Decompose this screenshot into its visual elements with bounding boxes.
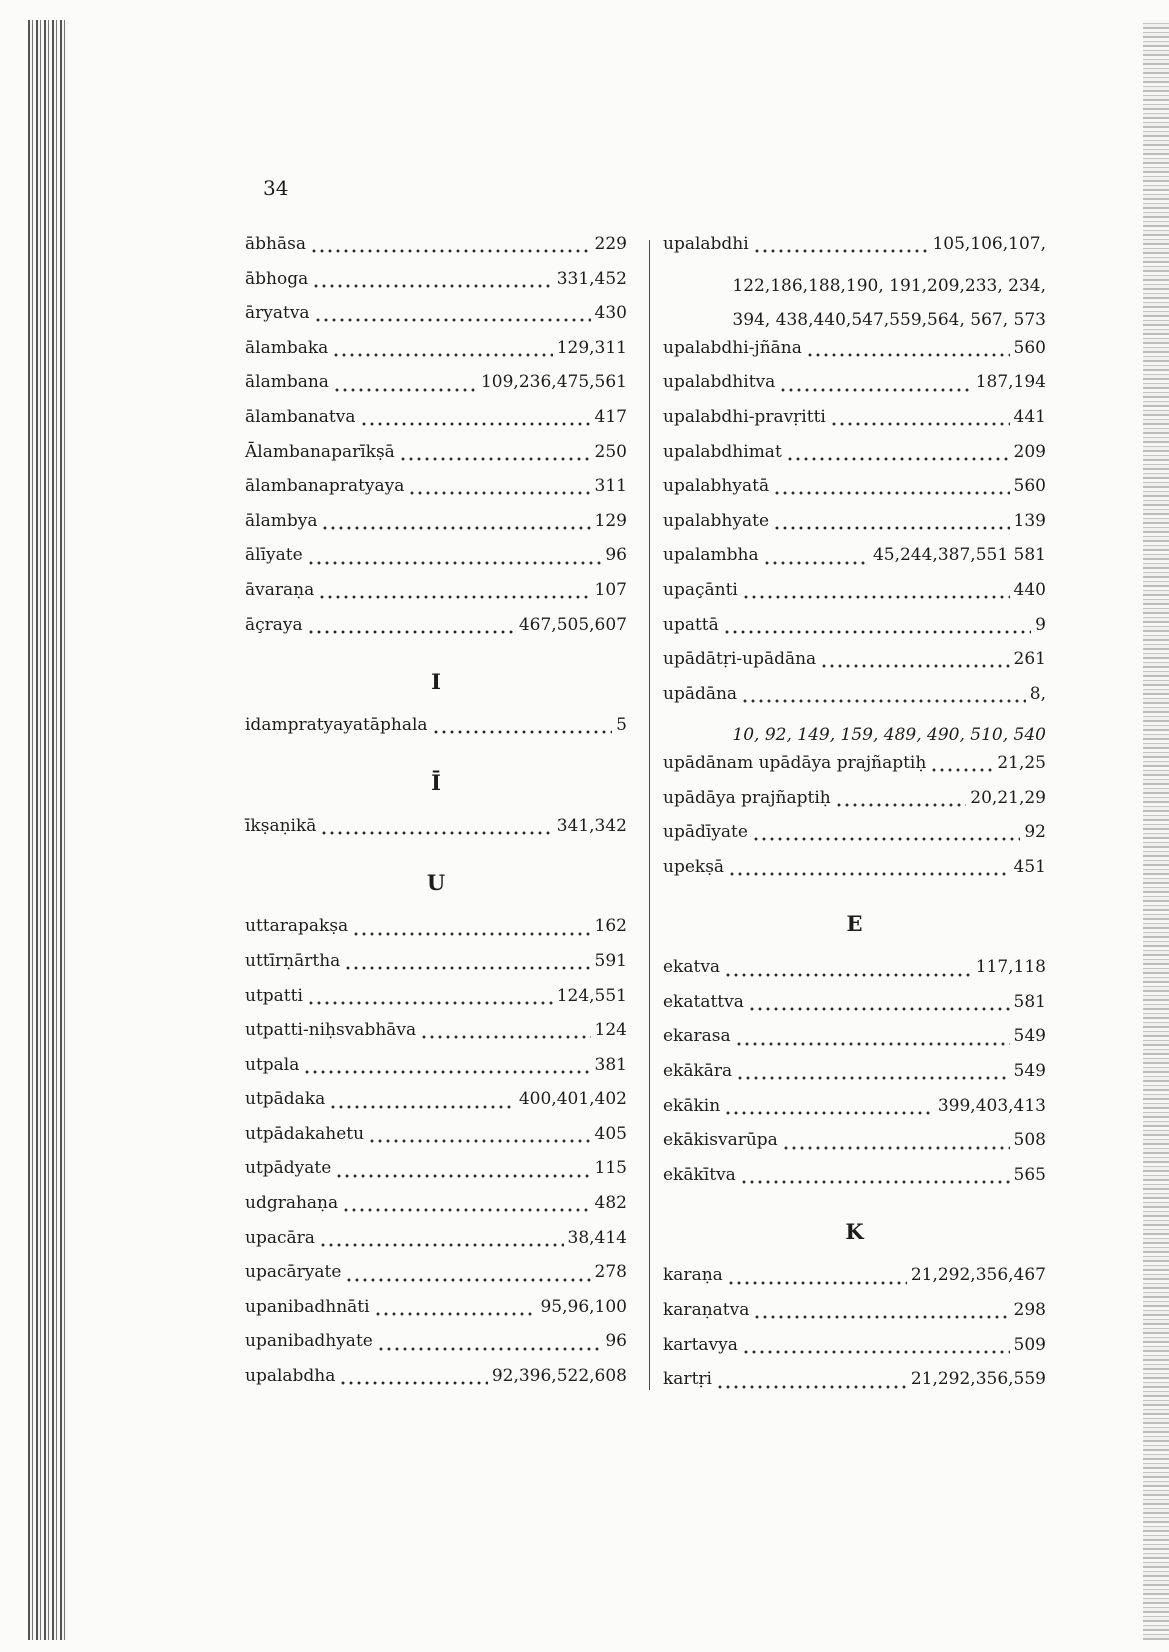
dot-leader xyxy=(727,1281,907,1285)
index-term: upalabdhi-jñāna xyxy=(663,337,802,358)
dot-leader xyxy=(930,768,993,772)
dot-leader xyxy=(724,1111,934,1115)
page-references: 187,194 xyxy=(975,372,1046,393)
index-term: upacāra xyxy=(245,1227,315,1248)
section-letter-heading: E xyxy=(846,911,863,937)
index-entry xyxy=(245,916,627,951)
dot-leader xyxy=(835,803,967,807)
page-references: 95,96,100 xyxy=(540,1296,627,1317)
dot-leader xyxy=(773,491,1009,495)
dot-leader xyxy=(335,1174,590,1178)
index-column-left xyxy=(245,234,627,1401)
page-references: 92,396,522,608 xyxy=(491,1366,627,1387)
index-entry xyxy=(663,788,1046,823)
dot-leader xyxy=(303,1070,590,1074)
dot-leader xyxy=(312,284,552,288)
page-references: 115 xyxy=(594,1158,627,1179)
index-term: upalabdhi xyxy=(663,234,749,254)
dot-leader xyxy=(321,526,590,530)
page-references: 565 xyxy=(1013,1164,1046,1185)
page-references: 451 xyxy=(1013,856,1046,877)
index-entry xyxy=(245,1158,627,1193)
page-references: 20,21,29 xyxy=(970,787,1046,808)
index-entry xyxy=(663,649,1046,684)
page-references: 560 xyxy=(1013,337,1046,358)
index-entry xyxy=(663,580,1046,615)
dot-leader xyxy=(314,318,591,322)
dot-leader xyxy=(352,932,590,936)
index-entry xyxy=(245,580,627,615)
page-references: 298 xyxy=(1013,1300,1046,1321)
index-entry xyxy=(663,822,1046,857)
index-term: upalabdhitva xyxy=(663,372,776,393)
page-references: 21,292,356,559 xyxy=(910,1369,1046,1390)
dot-leader xyxy=(748,1007,1010,1011)
dot-leader xyxy=(740,1180,1010,1184)
dot-leader xyxy=(432,730,613,734)
index-term: īkṣaṇikā xyxy=(245,815,317,836)
dot-leader xyxy=(320,831,552,835)
dot-leader xyxy=(307,1001,553,1005)
index-term: utpādakahetu xyxy=(245,1123,365,1144)
index-term: utpatti xyxy=(245,985,303,1006)
column-divider xyxy=(649,240,650,1390)
section-letter-heading: K xyxy=(845,1219,864,1245)
index-term: upalabhyatā xyxy=(663,476,770,497)
index-term: upalabhyate xyxy=(663,510,770,531)
index-entry xyxy=(663,684,1046,719)
dot-leader xyxy=(728,872,1009,876)
index-term: ekākin xyxy=(663,1095,721,1116)
dot-leader xyxy=(723,630,1031,634)
page-references: 430 xyxy=(594,303,627,324)
dot-leader xyxy=(753,249,929,253)
page-references: 405 xyxy=(594,1123,627,1144)
scan-edge-left xyxy=(28,20,68,1640)
index-term: upanibadhnāti xyxy=(245,1296,370,1317)
page-references: 441 xyxy=(1013,406,1046,427)
dot-leader xyxy=(830,422,1010,426)
page-references: 45,244,387,551 581 xyxy=(872,545,1046,566)
dot-leader xyxy=(344,966,590,970)
page-references: 124,551 xyxy=(556,985,627,1006)
page-references: 400,401,402 xyxy=(518,1089,627,1110)
dot-leader xyxy=(332,353,552,357)
page-references: 331,452 xyxy=(556,268,627,289)
page-references: 129 xyxy=(594,510,627,531)
page-references: 250 xyxy=(594,441,627,462)
page-references: 5 xyxy=(616,715,627,736)
index-term: utpala xyxy=(245,1054,300,1075)
index-entry xyxy=(663,1335,1046,1370)
index-entry xyxy=(245,269,627,304)
index-entry xyxy=(245,986,627,1021)
index-entry xyxy=(245,715,627,750)
index-entry xyxy=(663,992,1046,1027)
index-term: ālambya xyxy=(245,510,318,531)
dot-leader xyxy=(377,1347,602,1351)
index-entry xyxy=(663,442,1046,477)
index-term: Ālambanaparīkṣā xyxy=(245,441,395,462)
index-entry xyxy=(245,1331,627,1366)
index-entry xyxy=(245,442,627,477)
index-term: ālīyate xyxy=(245,545,303,566)
dot-leader xyxy=(310,249,591,253)
index-term: upādīyate xyxy=(663,822,748,843)
index-term: upalambha xyxy=(663,545,759,566)
index-entry xyxy=(663,1265,1046,1300)
index-entry xyxy=(245,1262,627,1297)
index-term: upanibadhyate xyxy=(245,1331,373,1352)
index-entry xyxy=(245,234,627,269)
dot-leader xyxy=(763,561,869,565)
index-entry xyxy=(663,372,1046,407)
page-references: 549 xyxy=(1013,1061,1046,1082)
index-entry xyxy=(245,1366,627,1401)
index-entry xyxy=(663,1061,1046,1096)
page-references: 399,403,413 xyxy=(937,1095,1046,1116)
index-term: upādānam upādāya prajñaptiḥ xyxy=(663,752,927,773)
dot-leader xyxy=(420,1035,590,1039)
page-references: 482 xyxy=(594,1193,627,1214)
dot-leader xyxy=(342,1208,590,1212)
index-entry-continuation: 10, 92, 149, 159, 489, 490, 510, 540 xyxy=(732,725,1046,746)
page-references: 549 xyxy=(1013,1026,1046,1047)
page-references: 591 xyxy=(594,950,627,971)
index-term: upattā xyxy=(663,614,719,635)
index-entry xyxy=(663,338,1046,373)
index-term: kartṛi xyxy=(663,1369,712,1390)
dot-leader xyxy=(318,595,590,599)
index-entry xyxy=(663,407,1046,442)
index-column-right xyxy=(663,234,1046,1404)
page-references: 124 xyxy=(594,1020,627,1041)
page-references: 440 xyxy=(1013,579,1046,600)
index-entry xyxy=(663,1096,1046,1131)
index-term: ekākītva xyxy=(663,1164,736,1185)
index-term: uttarapakṣa xyxy=(245,916,349,937)
index-entry xyxy=(245,1124,627,1159)
page-references: 21,25 xyxy=(997,752,1046,773)
dot-leader xyxy=(339,1381,487,1385)
page-references: 92 xyxy=(1024,822,1046,843)
dot-leader xyxy=(374,1312,537,1316)
dot-leader xyxy=(753,1315,1009,1319)
page-references: 581 xyxy=(1013,991,1046,1012)
index-entry xyxy=(663,511,1046,546)
page-references: 261 xyxy=(1013,649,1046,670)
index-term: ekatva xyxy=(663,957,721,978)
page-references: 162 xyxy=(594,916,627,937)
page-references: 278 xyxy=(594,1262,627,1283)
index-entry xyxy=(663,1130,1046,1165)
page-references: 107 xyxy=(594,579,627,600)
index-term: ālambanapratyaya xyxy=(245,476,405,497)
dot-leader xyxy=(742,1350,1010,1354)
index-term: upalabdhimat xyxy=(663,441,782,462)
index-entry xyxy=(663,1165,1046,1200)
index-entry xyxy=(245,511,627,546)
index-entry xyxy=(663,753,1046,788)
index-entry xyxy=(663,957,1046,992)
index-entry xyxy=(245,1089,627,1124)
index-entry xyxy=(245,407,627,442)
dot-leader xyxy=(399,457,591,461)
index-term: ālambaka xyxy=(245,337,329,358)
index-term: ābhoga xyxy=(245,268,309,289)
index-term: ekatattva xyxy=(663,991,744,1012)
index-term: ekarasa xyxy=(663,1026,731,1047)
index-entry xyxy=(663,234,1046,269)
dot-leader xyxy=(806,353,1010,357)
index-term: upekṣā xyxy=(663,856,725,877)
dot-leader xyxy=(408,491,590,495)
index-entry xyxy=(245,615,627,650)
section-letter-heading: U xyxy=(426,870,446,896)
dot-leader xyxy=(724,973,972,977)
index-term: utpatti-niḥsvabhāva xyxy=(245,1020,417,1041)
dot-leader xyxy=(741,699,1026,703)
dot-leader xyxy=(820,664,1009,668)
index-entry xyxy=(663,615,1046,650)
page-references: 96 xyxy=(605,1331,627,1352)
index-term: upādāya prajñaptiḥ xyxy=(663,787,831,808)
index-entry xyxy=(663,1026,1046,1061)
page-references: 9 xyxy=(1035,614,1046,635)
index-term: upalabdha xyxy=(245,1366,336,1387)
dot-leader xyxy=(307,630,515,634)
page-references: 117,118 xyxy=(975,957,1046,978)
dot-leader xyxy=(333,388,477,392)
index-term: ābhāsa xyxy=(245,234,306,254)
section-letter-heading: I xyxy=(431,669,441,695)
page-references: 109,236,475,561 xyxy=(480,372,627,393)
dot-leader xyxy=(736,1076,1009,1080)
index-term: uttīrṇārtha xyxy=(245,950,341,971)
index-term: karaṇa xyxy=(663,1265,723,1286)
index-entry xyxy=(245,303,627,338)
page-number: 34 xyxy=(263,176,289,200)
page-references: 311 xyxy=(594,476,627,497)
index-entry xyxy=(663,476,1046,511)
dot-leader xyxy=(773,526,1010,530)
page-references: 467,505,607 xyxy=(518,614,627,635)
dot-leader xyxy=(782,1146,1010,1150)
index-term: āryatva xyxy=(245,303,310,324)
page-references: 96 xyxy=(605,545,627,566)
page-references: 417 xyxy=(594,406,627,427)
page-references: 38,414 xyxy=(567,1227,627,1248)
dot-leader xyxy=(329,1105,515,1109)
index-entry xyxy=(245,476,627,511)
index-entry xyxy=(245,951,627,986)
page-references: 8, xyxy=(1029,683,1046,704)
dot-leader xyxy=(735,1042,1010,1046)
dot-leader xyxy=(368,1139,591,1143)
index-term: upacāryate xyxy=(245,1262,342,1283)
dot-leader xyxy=(345,1278,590,1282)
index-entry xyxy=(245,1228,627,1263)
index-term: upaçānti xyxy=(663,579,738,600)
page-references: 229 xyxy=(594,234,627,254)
index-entry xyxy=(245,372,627,407)
scan-edge-right xyxy=(1143,20,1169,1640)
index-term: upādātṛi-upādāna xyxy=(663,649,817,670)
index-term: āvaraṇa xyxy=(245,579,315,600)
index-entry xyxy=(245,1020,627,1055)
index-entry xyxy=(245,338,627,373)
index-term: ekākisvarūpa xyxy=(663,1130,778,1151)
page-references: 509 xyxy=(1013,1334,1046,1355)
index-entry-continuation: 394, 438,440,547,559,564, 567, 573 xyxy=(732,310,1046,331)
dot-leader xyxy=(786,457,1010,461)
page-references: 341,342 xyxy=(556,815,627,836)
index-term: āçraya xyxy=(245,614,303,635)
dot-leader xyxy=(779,388,971,392)
page-references: 209 xyxy=(1013,441,1046,462)
section-letter-heading: Ī xyxy=(431,769,441,795)
page-references: 560 xyxy=(1013,476,1046,497)
index-term: ālambanatva xyxy=(245,406,356,427)
page-references: 105,106,107, xyxy=(932,234,1046,254)
index-entry xyxy=(245,1055,627,1090)
dot-leader xyxy=(319,1243,564,1247)
index-entry-continuation: 122,186,188,190, 191,209,233, 234, xyxy=(732,275,1046,296)
page-references: 129,311 xyxy=(556,337,627,358)
dot-leader xyxy=(716,1385,907,1389)
index-entry xyxy=(245,1193,627,1228)
index-term: idampratyayatāphala xyxy=(245,715,428,736)
index-entry xyxy=(245,1297,627,1332)
page-references: 508 xyxy=(1013,1130,1046,1151)
index-term: karaṇatva xyxy=(663,1300,750,1321)
index-term: ālambana xyxy=(245,372,329,393)
index-term: ekākāra xyxy=(663,1061,733,1082)
index-entry xyxy=(663,1369,1046,1404)
index-term: kartavya xyxy=(663,1334,738,1355)
index-term: udgrahaṇa xyxy=(245,1193,339,1214)
dot-leader xyxy=(307,561,602,565)
index-term: upādāna xyxy=(663,683,738,704)
index-term: upalabdhi-pravṛitti xyxy=(663,406,826,427)
index-entry xyxy=(245,545,627,580)
index-term: utpādyate xyxy=(245,1158,332,1179)
page-references: 381 xyxy=(594,1054,627,1075)
dot-leader xyxy=(360,422,591,426)
dot-leader xyxy=(752,837,1020,841)
dot-leader xyxy=(742,595,1010,599)
index-entry xyxy=(663,1300,1046,1335)
index-entry xyxy=(663,857,1046,892)
index-entry xyxy=(663,545,1046,580)
index-term: utpādaka xyxy=(245,1089,326,1110)
page-references: 139 xyxy=(1013,510,1046,531)
page-references: 21,292,356,467 xyxy=(910,1265,1046,1286)
index-entry xyxy=(245,816,627,851)
